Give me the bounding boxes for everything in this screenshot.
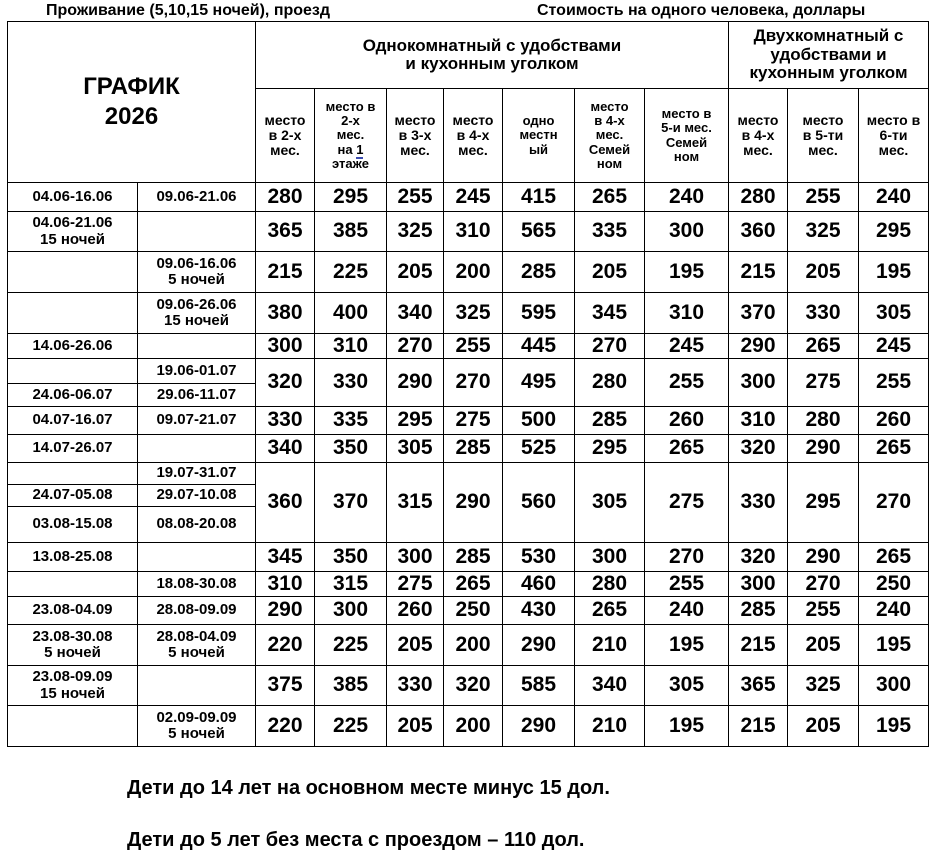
price-cell: 290: [387, 359, 444, 407]
price-cell: 255: [788, 183, 859, 212]
price-cell: 265: [444, 572, 503, 597]
empty-date-cell: [8, 359, 138, 384]
price-cell: 285: [729, 597, 788, 625]
price-cell: 250: [859, 572, 929, 597]
price-cell: 200: [444, 706, 503, 747]
arrival-date-1: [8, 572, 138, 597]
arrival-date-1: [8, 666, 138, 706]
price-cell: 195: [859, 252, 929, 293]
arrival-date-2: [138, 463, 256, 485]
price-cell: 290: [788, 435, 859, 463]
price-cell: 305: [645, 666, 729, 706]
one-room-line2: и кухонным уголком: [405, 54, 579, 73]
arrival-date-2: [138, 572, 256, 597]
col-header-place-2-room: место в 2-х мес.: [256, 89, 315, 183]
arrival-date-2: [138, 359, 256, 384]
arrival-date-2-dates: 29.06-11.07: [156, 385, 237, 403]
arrival-date-2-dates: 09.06-16.06: [156, 254, 237, 272]
one-room-group-header: [256, 22, 729, 89]
price-cell: 285: [444, 435, 503, 463]
arrival-date-1: [8, 334, 138, 359]
price-cell: 385: [315, 212, 387, 252]
price-cell: 320: [729, 435, 788, 463]
arrival-date-1: [8, 407, 138, 435]
schedule-row: [8, 252, 929, 293]
price-cell: 275: [387, 572, 444, 597]
arrival-date-2: [138, 435, 256, 463]
price-cell: 365: [729, 666, 788, 706]
arrival-date-2: [138, 706, 256, 747]
col-header-place-4-room-family: место в 4-х мес. Семей ном: [575, 89, 645, 183]
price-cell: 295: [575, 435, 645, 463]
price-cell: 255: [387, 183, 444, 212]
arrival-date-1: [8, 183, 138, 212]
arrival-date-1: [8, 384, 138, 407]
price-cell: 280: [788, 407, 859, 435]
price-cell: 240: [645, 597, 729, 625]
schedule-row: [8, 625, 929, 666]
price-cell: 290: [788, 543, 859, 572]
price-cell: 300: [575, 543, 645, 572]
arrival-date-1-dates: 23.08-04.09: [32, 601, 113, 619]
price-table: [7, 21, 929, 747]
arrival-date-1-dates: 23.08-09.09: [32, 668, 113, 686]
price-cell: 300: [859, 666, 929, 706]
price-cell: 330: [788, 293, 859, 334]
arrival-date-2-dates: 29.07-10.08: [156, 486, 237, 504]
price-cell: 240: [645, 183, 729, 212]
price-cell: 385: [315, 666, 387, 706]
price-cell: 290: [256, 597, 315, 625]
price-cell: 255: [645, 359, 729, 407]
price-cell: 260: [859, 407, 929, 435]
price-cell: 245: [645, 334, 729, 359]
price-cell: 310: [315, 334, 387, 359]
price-cell: 500: [503, 407, 575, 435]
price-cell: 430: [503, 597, 575, 625]
price-cell: 205: [387, 252, 444, 293]
price-cell: 595: [503, 293, 575, 334]
arrival-date-2: [138, 334, 256, 359]
price-cell: 205: [788, 625, 859, 666]
price-cell: 260: [645, 407, 729, 435]
arrival-date-2-dates: 28.08-09.09: [156, 601, 237, 619]
schedule-row: [8, 212, 929, 252]
arrival-date-2: [138, 212, 256, 252]
schedule-row: [8, 572, 929, 597]
price-cell: 300: [256, 334, 315, 359]
price-cell: 255: [788, 597, 859, 625]
schedule-row: [8, 293, 929, 334]
empty-date-cell: [8, 463, 138, 485]
price-cell: 320: [256, 359, 315, 407]
price-cell: 325: [444, 293, 503, 334]
arrival-date-2: [138, 485, 256, 507]
schedule-title: ГРАФИК: [83, 73, 180, 100]
price-cell: 290: [503, 625, 575, 666]
price-cell: 300: [729, 572, 788, 597]
col-header-two-room-4-place: место в 4-х мес.: [729, 89, 788, 183]
price-cell: 295: [315, 183, 387, 212]
price-cell: 210: [575, 706, 645, 747]
price-cell: 415: [503, 183, 575, 212]
price-cell: 310: [645, 293, 729, 334]
schedule-row: [8, 706, 929, 747]
schedule-row: [8, 407, 929, 435]
arrival-date-2-dates: 09.06-26.06: [156, 295, 237, 313]
price-cell: 285: [575, 407, 645, 435]
price-cell: 495: [503, 359, 575, 407]
arrival-date-1: [8, 625, 138, 666]
one-room-line1: Однокомнатный с удобствами: [362, 35, 622, 55]
arrival-date-2: [138, 384, 256, 407]
schedule-row: [8, 543, 929, 572]
price-cell: 370: [315, 463, 387, 543]
price-cell: 265: [575, 597, 645, 625]
price-cell: 240: [859, 183, 929, 212]
price-cell: 215: [256, 252, 315, 293]
price-cell: 530: [503, 543, 575, 572]
price-cell: 345: [256, 543, 315, 572]
price-cell: 225: [315, 706, 387, 747]
price-cell: 205: [575, 252, 645, 293]
header-cost-per-person: Стоимость на одного человека, доллары: [537, 2, 866, 19]
arrival-date-1-dates: 24.06-06.07: [32, 385, 113, 403]
price-cell: 255: [645, 572, 729, 597]
price-cell: 325: [788, 212, 859, 252]
price-cell: 205: [387, 625, 444, 666]
price-cell: 225: [315, 252, 387, 293]
schedule-row: [8, 359, 929, 384]
price-cell: 290: [503, 706, 575, 747]
price-cell: 275: [788, 359, 859, 407]
price-cell: 320: [444, 666, 503, 706]
price-cell: 565: [503, 212, 575, 252]
price-cell: 265: [788, 334, 859, 359]
arrival-date-2-dates: 09.06-21.06: [156, 187, 237, 205]
arrival-date-1-nights: 15 ночей: [40, 684, 105, 702]
price-cell: 270: [859, 463, 929, 543]
arrival-date-1: [8, 706, 138, 747]
price-cell: 215: [729, 625, 788, 666]
price-cell: 340: [575, 666, 645, 706]
price-cell: 560: [503, 463, 575, 543]
price-cell: 345: [575, 293, 645, 334]
price-cell: 195: [645, 706, 729, 747]
price-cell: 305: [387, 435, 444, 463]
two-room-line3: кухонным уголком: [749, 63, 908, 83]
col-header-single: одно местн ый: [503, 89, 575, 183]
price-cell: 310: [256, 572, 315, 597]
price-cell: 350: [315, 543, 387, 572]
arrival-date-2-dates: 19.06-01.07: [156, 361, 237, 379]
price-cell: 205: [788, 706, 859, 747]
arrival-date-1: [8, 597, 138, 625]
price-cell: 335: [315, 407, 387, 435]
price-cell: 330: [387, 666, 444, 706]
price-cell: 350: [315, 435, 387, 463]
price-cell: 270: [387, 334, 444, 359]
price-cell: 265: [859, 543, 929, 572]
arrival-date-2-dates: 28.08-04.09: [156, 627, 237, 645]
price-cell: 300: [315, 597, 387, 625]
arrival-date-2: [138, 507, 256, 543]
schedule-year: 2026: [104, 103, 159, 130]
price-cell: 275: [645, 463, 729, 543]
price-cell: 400: [315, 293, 387, 334]
price-cell: 300: [645, 212, 729, 252]
arrival-date-2: [138, 543, 256, 572]
price-cell: 200: [444, 625, 503, 666]
price-cell: 270: [788, 572, 859, 597]
price-cell: 270: [444, 359, 503, 407]
arrival-date-1: [8, 435, 138, 463]
price-cell: 200: [444, 252, 503, 293]
arrival-date-1-dates: 04.06-16.06: [32, 187, 113, 205]
arrival-date-1-nights: 15 ночей: [40, 230, 105, 248]
arrival-date-2: [138, 597, 256, 625]
price-cell: 280: [575, 572, 645, 597]
price-cell: 195: [859, 706, 929, 747]
price-cell: 445: [503, 334, 575, 359]
arrival-date-2-dates: 19.07-31.07: [156, 464, 237, 482]
price-cell: 525: [503, 435, 575, 463]
col-header-place-5-room-family: место в 5-и мес. Семей ном: [645, 89, 729, 183]
arrival-date-2-dates: 18.08-30.08: [156, 574, 237, 592]
price-cell: 300: [387, 543, 444, 572]
arrival-date-2-dates: 09.07-21.07: [156, 411, 237, 429]
arrival-date-1-dates: 03.08-15.08: [32, 515, 113, 533]
arrival-date-2: [138, 252, 256, 293]
two-room-line2: удобствами и: [770, 44, 887, 64]
price-cell: 255: [859, 359, 929, 407]
price-cell: 315: [315, 572, 387, 597]
arrival-date-1-dates: 23.08-30.08: [32, 627, 113, 645]
price-cell: 305: [575, 463, 645, 543]
price-cell: 310: [729, 407, 788, 435]
schedule-row: [8, 666, 929, 706]
price-cell: 255: [444, 334, 503, 359]
price-cell: 205: [788, 252, 859, 293]
arrival-date-1: [8, 507, 138, 543]
arrival-date-2-nights: 5 ночей: [168, 725, 225, 742]
price-cell: 280: [575, 359, 645, 407]
price-cell: 300: [729, 359, 788, 407]
price-cell: 285: [503, 252, 575, 293]
price-cell: 330: [315, 359, 387, 407]
col-header-two-room-5-place: место в 5-ти мес.: [788, 89, 859, 183]
price-cell: 340: [387, 293, 444, 334]
price-cell: 295: [387, 407, 444, 435]
arrival-date-2-nights: 5 ночей: [168, 271, 225, 288]
arrival-date-1: [8, 543, 138, 572]
schedule-row: [8, 463, 929, 485]
price-cell: 290: [444, 463, 503, 543]
arrival-date-2-dates: 08.08-20.08: [156, 515, 237, 533]
price-cell: 220: [256, 625, 315, 666]
price-cell: 585: [503, 666, 575, 706]
price-cell: 275: [444, 407, 503, 435]
price-cell: 265: [645, 435, 729, 463]
price-cell: 295: [788, 463, 859, 543]
price-cell: 195: [859, 625, 929, 666]
price-cell: 205: [387, 706, 444, 747]
price-cell: 260: [387, 597, 444, 625]
arrival-date-2-nights: 15 ночей: [164, 312, 229, 329]
price-cell: 380: [256, 293, 315, 334]
price-cell: 305: [859, 293, 929, 334]
price-cell: 365: [256, 212, 315, 252]
price-cell: 295: [859, 212, 929, 252]
price-cell: 220: [256, 706, 315, 747]
price-cell: 280: [729, 183, 788, 212]
price-cell: 240: [859, 597, 929, 625]
price-cell: 375: [256, 666, 315, 706]
note-children-under-5: Дети до 5 лет без места с проездом – 110 дол.: [127, 829, 585, 851]
col-header-place-4-room: место в 4-х мес.: [444, 89, 503, 183]
price-cell: 245: [859, 334, 929, 359]
arrival-date-2-dates: 02.09-09.09: [156, 708, 237, 726]
arrival-date-2: [138, 293, 256, 334]
arrival-date-2-nights: 5 ночей: [168, 644, 225, 661]
price-cell: 335: [575, 212, 645, 252]
arrival-date-1-dates: 13.08-25.08: [32, 547, 113, 565]
schedule-row: [8, 334, 929, 359]
price-cell: 370: [729, 293, 788, 334]
price-cell: 270: [575, 334, 645, 359]
arrival-date-1-dates: 14.07-26.07: [32, 439, 113, 457]
arrival-date-1-nights: 5 ночей: [44, 644, 101, 661]
header-accommodation: Проживание (5,10,15 ночей), проезд: [46, 2, 331, 19]
arrival-date-1-dates: 24.07-05.08: [32, 486, 113, 504]
arrival-date-1: [8, 293, 138, 334]
col-header-place-2-room-floor-1: место в 2-х мес. на 1 этаже: [315, 89, 387, 183]
price-cell: 310: [444, 212, 503, 252]
price-cell: 195: [645, 252, 729, 293]
schedule-row: [8, 183, 929, 212]
schedule-row: [8, 435, 929, 463]
arrival-date-1-dates: 14.06-26.06: [32, 336, 113, 354]
col-header-place-3-room: место в 3-х мес.: [387, 89, 444, 183]
arrival-date-2: [138, 666, 256, 706]
arrival-date-2: [138, 183, 256, 212]
note-children-under-14: Дети до 14 лет на основном месте минус 15 дол.: [127, 777, 610, 799]
price-cell: 290: [729, 334, 788, 359]
price-cell: 195: [645, 625, 729, 666]
price-cell: 460: [503, 572, 575, 597]
price-cell: 250: [444, 597, 503, 625]
price-cell: 280: [256, 183, 315, 212]
arrival-date-2: [138, 625, 256, 666]
price-cell: 340: [256, 435, 315, 463]
price-cell: 265: [575, 183, 645, 212]
price-cell: 245: [444, 183, 503, 212]
arrival-date-1-dates: 04.06-21.06: [32, 214, 113, 232]
two-room-group-header: [729, 22, 929, 89]
price-cell: 330: [729, 463, 788, 543]
price-cell: 285: [444, 543, 503, 572]
price-cell: 325: [387, 212, 444, 252]
price-cell: 360: [256, 463, 315, 543]
arrival-date-2: [138, 407, 256, 435]
price-cell: 330: [256, 407, 315, 435]
price-cell: 325: [788, 666, 859, 706]
two-room-line1: Двухкомнатный с: [753, 26, 904, 46]
arrival-date-1-dates: 04.07-16.07: [32, 411, 113, 429]
price-cell: 215: [729, 252, 788, 293]
col-header-two-room-6-place: место в 6-ти мес.: [859, 89, 929, 183]
schedule-row: [8, 597, 929, 625]
price-cell: 270: [645, 543, 729, 572]
price-cell: 215: [729, 706, 788, 747]
price-cell: 360: [729, 212, 788, 252]
price-cell: 320: [729, 543, 788, 572]
price-cell: 315: [387, 463, 444, 543]
schedule-header-cell: [8, 22, 256, 183]
price-cell: 265: [859, 435, 929, 463]
price-cell: 210: [575, 625, 645, 666]
arrival-date-1: [8, 252, 138, 293]
arrival-date-1: [8, 485, 138, 507]
arrival-date-1: [8, 212, 138, 252]
price-cell: 225: [315, 625, 387, 666]
